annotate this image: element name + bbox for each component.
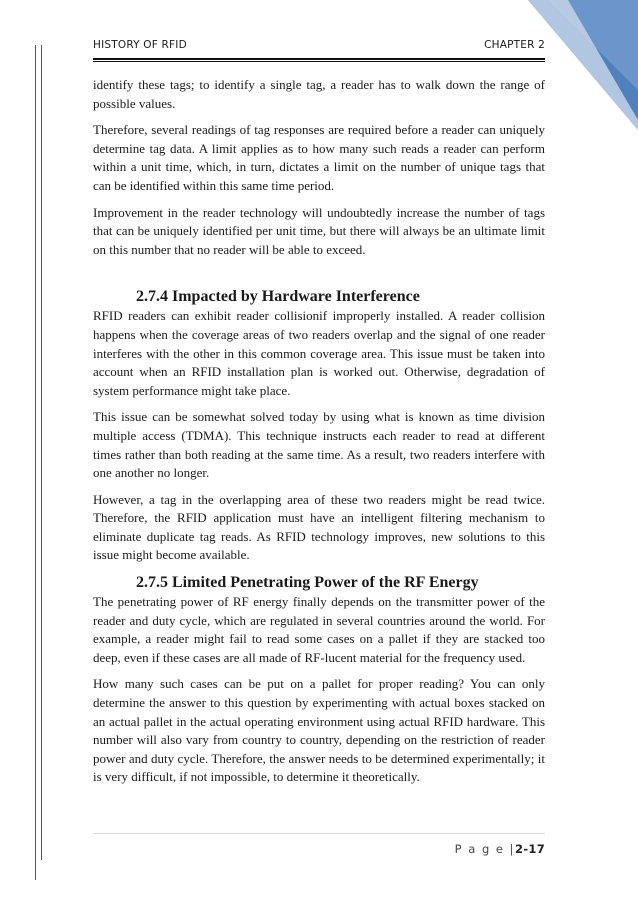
page-body bbox=[93, 76, 545, 795]
paragraph-5: This issue can be somewhat solved today by using what is known as time division multiple access (TDMA). This technique instructs each reader to read at different times rather than both reading at the same time. As a result, two readers interfere with one another no longer. bbox=[93, 409, 545, 481]
paragraph-2: Therefore, several readings of tag responses are required before a reader can uniquely determine tag data. A limit applies as to how many such reads a reader can perform within a unit time, which, in turn, dictates a limit on the number of unique tags that can be identified within this same time period. bbox=[93, 122, 545, 193]
section-heading-2-7-5: 2.7.5 Limited Penetrating Power of the RF Energy bbox=[136, 574, 479, 592]
header-chapter: CHAPTER 2 bbox=[484, 39, 545, 51]
page-label: P a g e | bbox=[454, 842, 516, 856]
page-footer bbox=[455, 842, 545, 856]
paragraph-7: The penetrating power of RF energy finally depends on the transmitter power of the reader and duty cycle, which are regulated in several countries around the world. For example, a reader might fail to read some cases on a pallet if they are stacked too deep, even if these cases are all made of RF-lucent material for the frequency used. bbox=[93, 594, 545, 665]
margin-line-1 bbox=[35, 45, 36, 880]
header-rule bbox=[93, 58, 545, 62]
paragraph-3: Improvement in the reader technology will undoubtedly increase the number of tags that can be uniquely identified per unit time, but there will always be an ultimate limit on this number that no reader will be able to exceed. bbox=[93, 204, 545, 257]
paragraph-6: However, a tag in the overlapping area of these two readers might be read twice. Therefore, the RFID application must have an intelligent filtering mechanism to eliminate duplicate tag reads. As RFID technology improves, new solutions to this issue might become available. bbox=[93, 491, 545, 563]
header-title: HISTORY OF RFID bbox=[93, 39, 187, 51]
page-number: 2-17 bbox=[515, 842, 545, 856]
paragraph-4: RFID readers can exhibit reader collisionif improperly installed. A reader collision happens when the coverage areas of two readers overlap and the signal of one reader interferes with the other in this common coverage area. This issue must be taken into account when an RFID installation plan is worked out. Otherwise, degradation of system performance might take place. bbox=[93, 308, 545, 398]
paragraph-8: How many such cases can be put on a pallet for proper reading? You can only determine the answer to this question by experimenting with actual boxes stacked on an actual pallet in the actual operating environment using actual RFID hardware. This number will also vary from country to country, depending on the restriction of reader power and duty cycle. Therefore, the answer needs to be determined experimentally; it is very difficult, if not impossible, to determine it theoretically. bbox=[93, 676, 545, 785]
paragraph-1: identify these tags; to identify a single tag, a reader has to walk down the range of possible values. bbox=[93, 77, 545, 111]
footer-rule bbox=[93, 833, 545, 834]
margin-line-2 bbox=[41, 45, 42, 860]
page-header bbox=[93, 39, 545, 55]
section-heading-2-7-4: 2.7.4 Impacted by Hardware Interference bbox=[136, 288, 420, 306]
